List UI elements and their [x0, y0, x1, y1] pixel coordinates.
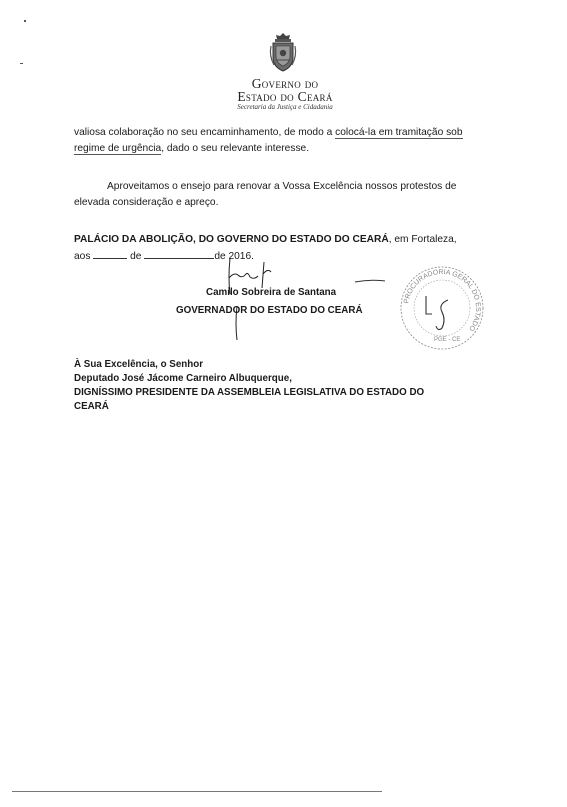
date-year: de 2016. — [214, 251, 254, 262]
day-blank — [93, 249, 127, 259]
place-bold-text: PALÁCIO DA ABOLIÇÃO, DO GOVERNO DO ESTADO DO CEARÁ — [74, 234, 389, 245]
date-aos: aos — [74, 251, 91, 262]
state-coat-of-arms-icon — [268, 32, 298, 72]
footer-rule — [12, 791, 382, 792]
paragraph-1-line-1 — [74, 126, 494, 139]
header-state-line: Estado do Ceará — [237, 89, 333, 104]
signer-name: Camilo Sobreira de Santana — [206, 287, 337, 298]
scan-speck — [24, 20, 26, 22]
recipient-name: Deputado José Jácome Carneiro Albuquerque, — [74, 373, 292, 384]
signer-title: GOVERNADOR DO ESTADO DO CEARÁ — [176, 305, 363, 316]
paragraph-2-line-1: Aproveitamos o ensejo para renovar a Vossa Excelência nossos protestos de — [107, 181, 457, 192]
paragraph-2-line-2: elevada consideração e apreço. — [74, 197, 219, 208]
protocol-stamp — [398, 264, 486, 352]
recipient-salutation: À Sua Excelência, o Senhor — [74, 359, 204, 370]
scan-speck — [20, 63, 23, 64]
header-secretariat: Secretaria da Justiça e Cidadania — [237, 103, 333, 111]
place-line — [74, 233, 514, 246]
p1-text-start: valiosa colaboração no seu encaminhamento, de modo a — [74, 127, 336, 138]
paragraph-1-line-2 — [74, 142, 494, 155]
place-rest-text: , em Fortaleza, — [388, 234, 457, 245]
recipient-title-line-2: CEARÁ — [74, 401, 109, 412]
p1-underlined-text-1: colocá-la em tramitação sob — [335, 127, 463, 138]
date-de: de — [130, 251, 142, 262]
p1-text-end: , dado o seu relevante interesse. — [161, 143, 310, 154]
recipient-title-line-1: DIGNÍSSIMO PRESIDENTE DA ASSEMBLEIA LEGISLATIVA DO ESTADO DO — [74, 387, 425, 398]
p1-underlined-text-2: regime de urgência — [74, 143, 162, 154]
header-government-line: Governo do — [251, 76, 319, 91]
stamp-ring-text: PROCURADORIA GERAL DO ESTADO — [403, 268, 482, 332]
stamp-bottom-text: PGE - CE — [434, 337, 461, 343]
